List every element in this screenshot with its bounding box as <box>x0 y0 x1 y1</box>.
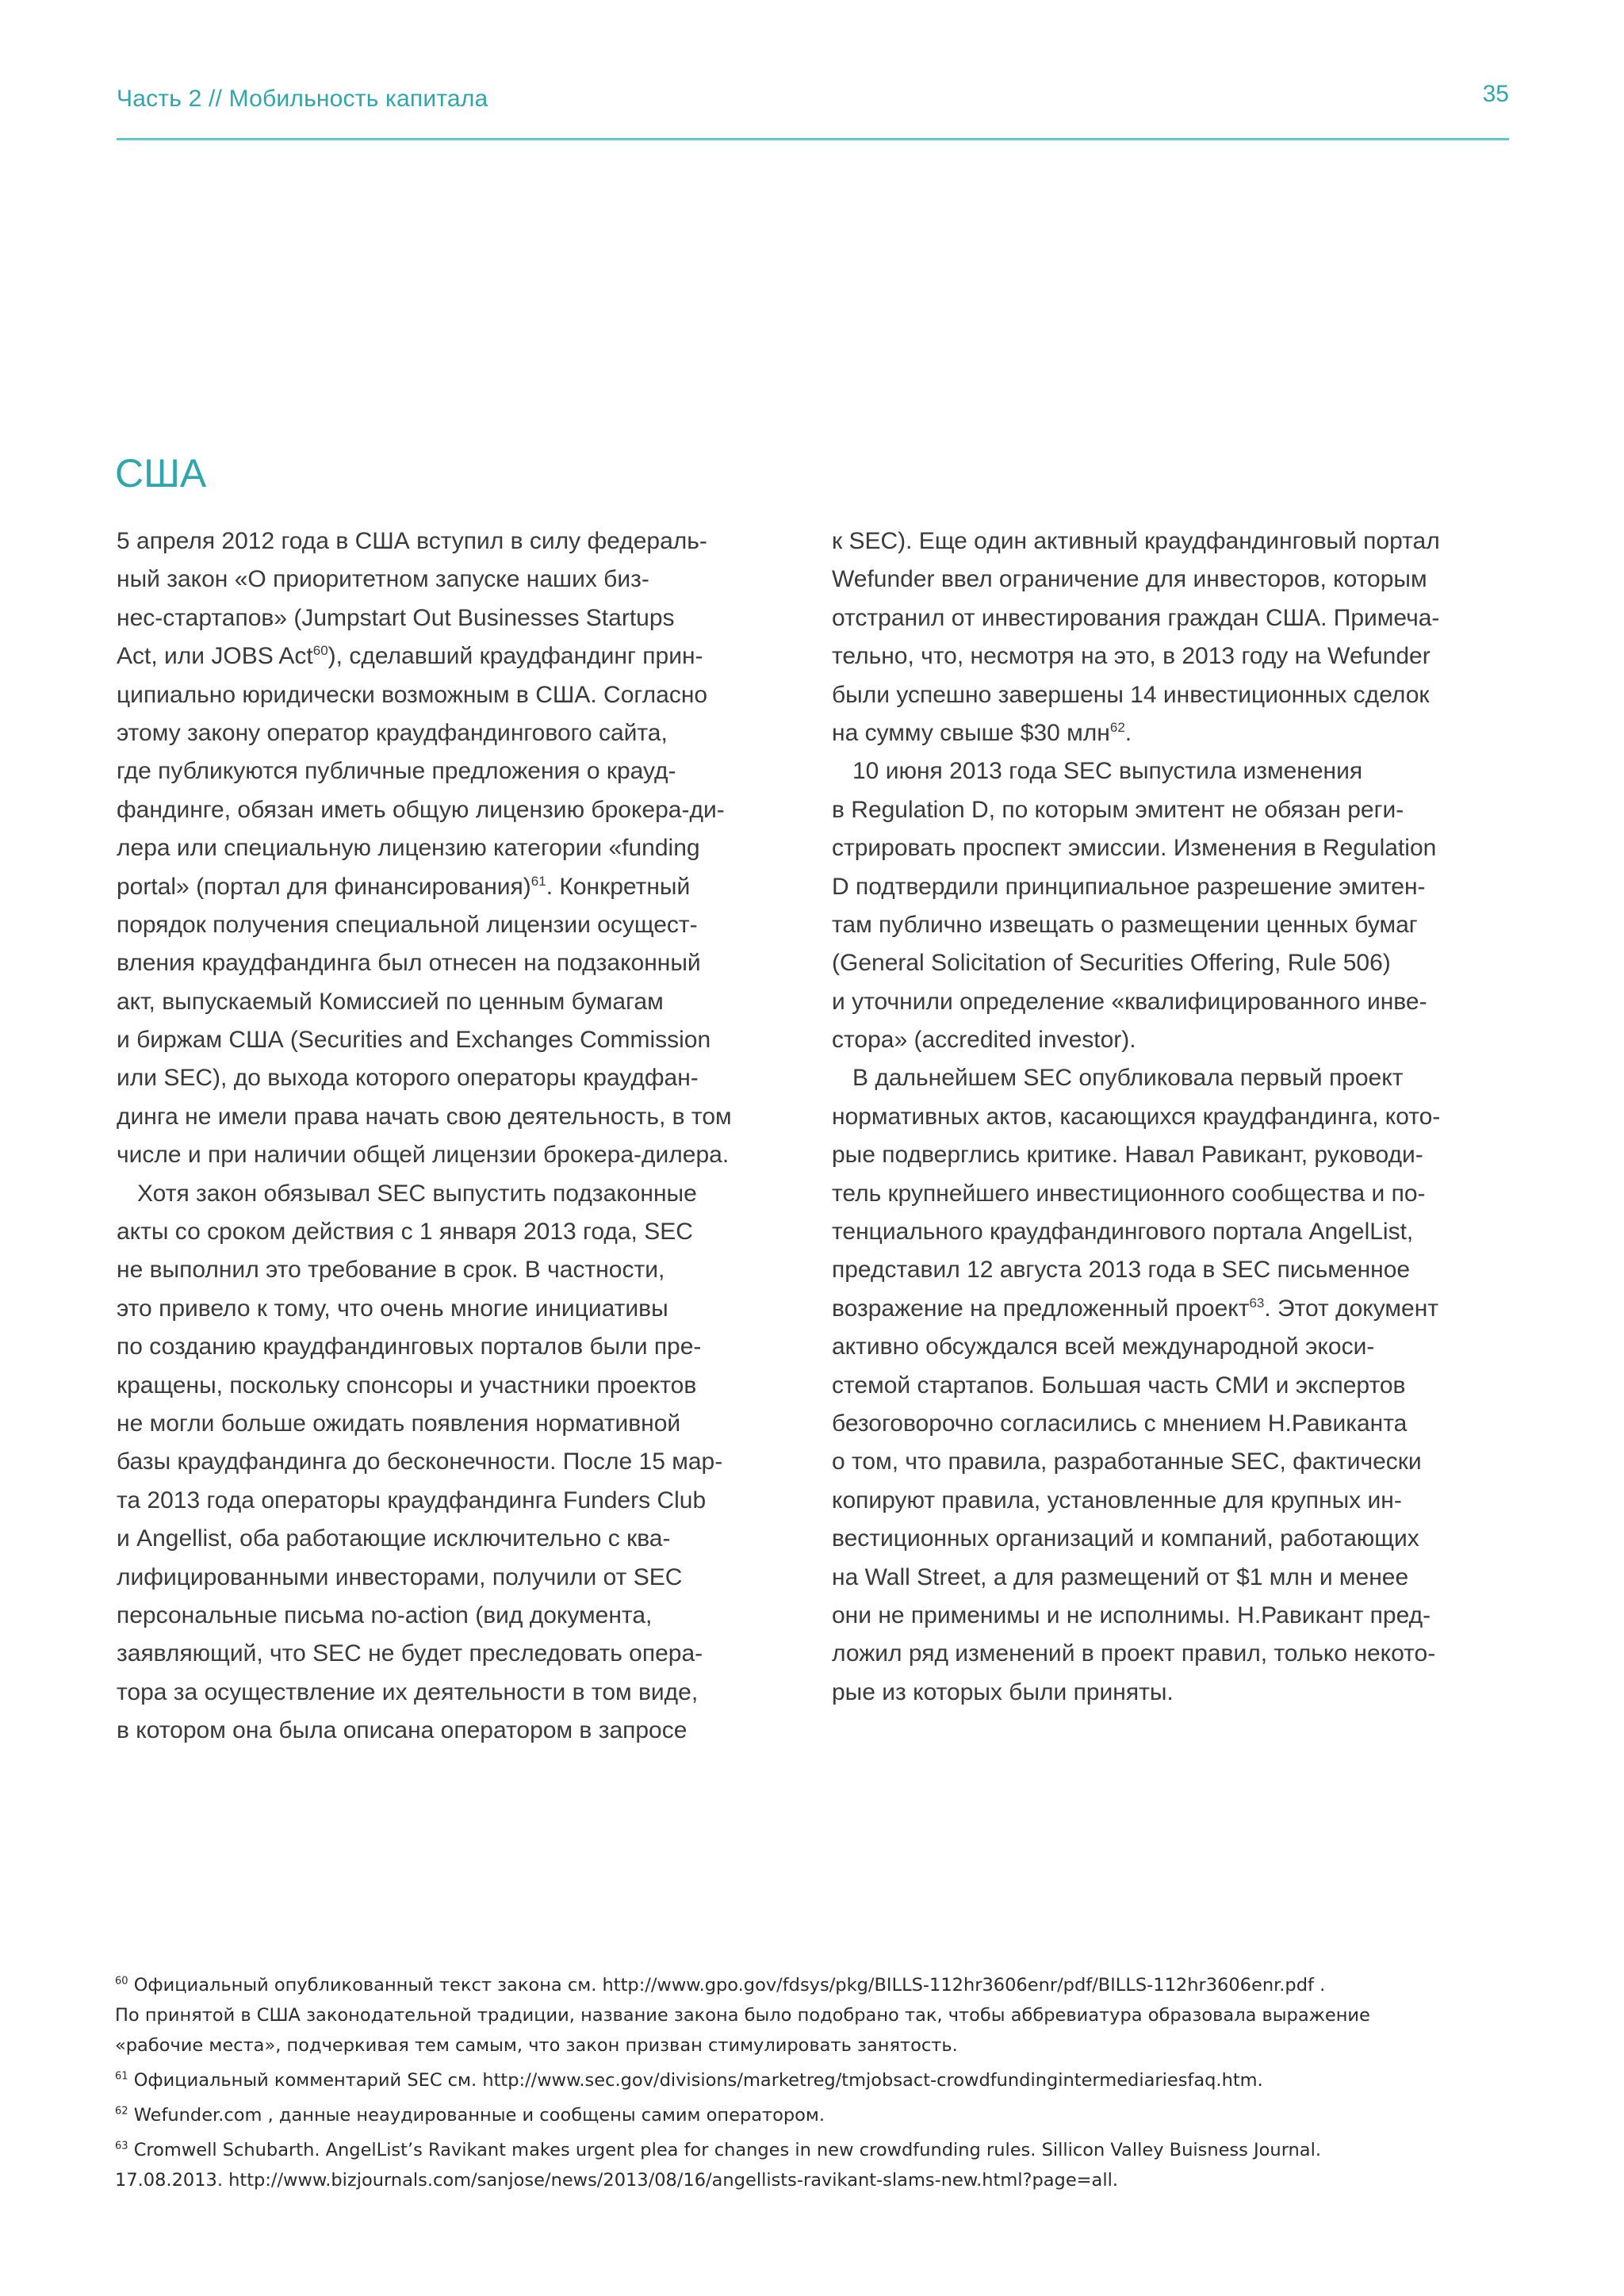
text-line <box>832 829 1512 867</box>
text-line <box>832 1290 1512 1328</box>
line-text: нормативных актов, касающихся краудфандинга, кото- <box>832 1103 1441 1130</box>
right-text-column <box>832 522 1512 1712</box>
text-line <box>117 599 799 637</box>
footnote-text: Официальный опубликованный текст закона см. http://www.gpo.gov/fdsys/pkg/BILLS-112hr3606enr/pdf/BILLS-112hr3606enr.pdf . <box>133 1975 1326 1996</box>
text-line <box>832 752 1512 790</box>
line-text: и уточнили определение «квалифицированного инве- <box>832 988 1427 1015</box>
line-text: тора за осуществление их деятельности в том виде, <box>117 1678 699 1705</box>
text-line <box>832 637 1512 675</box>
line-text: акты со сроком действия с 1 января 2013 года, SEC <box>117 1219 693 1246</box>
line-text: . Конкретный <box>546 873 691 900</box>
line-text: вестиционных организаций и компаний, работающих <box>832 1525 1419 1552</box>
footnote-text: Официальный комментарий SEC см. http://www.sec.gov/divisions/marketreg/tmjobsact-crowdfundingintermediariesfaq.htm. <box>133 2070 1263 2091</box>
line-text: базы краудфандинга до бесконечности. После 15 мар- <box>117 1448 723 1475</box>
footnote-62 <box>115 2100 1519 2130</box>
text-line <box>117 791 799 829</box>
line-text: на сумму свыше $30 млн <box>832 719 1110 746</box>
text-line <box>117 868 799 906</box>
left-text-column <box>117 522 799 1751</box>
footnote-ref[interactable]: 62 <box>1109 719 1125 735</box>
footnote-line <box>115 2030 1519 2061</box>
text-line <box>832 1251 1512 1289</box>
line-text: лифицированными инвесторами, получили от SEC <box>117 1563 683 1590</box>
line-text: персональные письма no-action (вид документа, <box>117 1601 653 1628</box>
line-text: там публично извещать о размещении ценных бумаг <box>832 911 1418 938</box>
line-text: . Этот документ <box>1264 1295 1439 1322</box>
footnote-number: 63 <box>115 2140 128 2152</box>
text-line <box>117 561 799 599</box>
text-line <box>832 1328 1512 1366</box>
text-line <box>832 1175 1512 1213</box>
line-text: ный закон «О приоритетном запуске наших биз- <box>117 566 649 593</box>
footnote-line <box>115 2135 1519 2165</box>
line-text: рые из которых были приняты. <box>832 1678 1174 1705</box>
line-text: ложил ряд изменений в проект правил, только некото- <box>832 1640 1436 1667</box>
line-text: тельно, что, несмотря на это, в 2013 году на Wefunder <box>832 643 1431 670</box>
line-text: этому закону оператор краудфандингового сайта, <box>117 719 668 746</box>
text-line <box>117 1559 799 1597</box>
text-line <box>832 1597 1512 1635</box>
line-text: безоговорочно согласились с мнением Н.Равиканта <box>832 1410 1408 1437</box>
line-text: ципиально юридически возможным в США. Согласно <box>117 681 708 708</box>
text-line <box>117 1674 799 1712</box>
line-text: были успешно завершены 14 инвестиционных сделок <box>832 681 1430 708</box>
line-text: порядок получения специальной лицензии осущест- <box>117 911 698 938</box>
line-text: они не применимы и не исполнимы. Н.Равикант пред- <box>832 1601 1431 1628</box>
text-line <box>832 1098 1512 1136</box>
line-text: не могли больше ожидать появления нормативной <box>117 1410 681 1437</box>
text-line <box>832 1136 1512 1174</box>
line-text: заявляющий, что SEC не будет преследовать опера- <box>117 1640 703 1667</box>
text-line <box>117 1021 799 1059</box>
line-text: в котором она была описана оператором в запросе <box>117 1717 688 1744</box>
line-text: стемой стартапов. Большая часть СМИ и экспертов <box>832 1372 1406 1399</box>
line-text: динга не имели права начать свою деятельность, в том <box>117 1103 732 1130</box>
text-line <box>117 1482 799 1520</box>
text-line <box>117 1213 799 1251</box>
line-text: к SEC). Еще один активный краудфандинговый портал <box>832 528 1440 554</box>
footnote-line <box>115 2100 1519 2130</box>
line-text: Хотя закон обязывал SEC выпустить подзаконные <box>137 1180 697 1207</box>
page-number: 35 <box>1482 81 1509 107</box>
text-line <box>832 1674 1512 1712</box>
text-line <box>832 1482 1512 1520</box>
footnote-number: 60 <box>115 1975 128 1988</box>
text-line <box>117 637 799 675</box>
text-line <box>117 1367 799 1405</box>
text-line <box>117 1635 799 1673</box>
text-line <box>832 868 1512 906</box>
text-line <box>117 676 799 714</box>
line-text: по созданию краудфандинговых порталов были пре- <box>117 1334 702 1360</box>
text-line <box>117 1712 799 1750</box>
text-line <box>832 1059 1512 1097</box>
line-text: portal» (портал для финансирования) <box>117 873 531 900</box>
footnote-number: 62 <box>115 2105 128 2118</box>
line-text: лера или специальную лицензию категории «funding <box>117 835 700 862</box>
line-text: стрировать проспект эмиссии. Изменения в Regulation <box>832 835 1437 862</box>
line-text: активно обсуждался всей международной экоси- <box>832 1334 1375 1360</box>
text-line <box>117 752 799 790</box>
text-line <box>117 1443 799 1481</box>
line-text: кращены, поскольку спонсоры и участники проектов <box>117 1372 697 1399</box>
page-header <box>117 78 1509 140</box>
line-text: в Regulation D, по которым эмитент не обязан реги- <box>832 796 1404 823</box>
text-line <box>832 791 1512 829</box>
line-text: рые подверглись критике. Навал Равикант, руководи- <box>832 1142 1423 1169</box>
footnote-text: Cromwell Schubarth. AngelList’s Ravikant makes urgent plea for changes in new crowdfunding rules. Sillicon Valley Buisness Journal. <box>133 2140 1321 2160</box>
section-heading: США <box>115 451 207 496</box>
footnote-text: По принятой в США законодательной традиции, название закона было подобрано так, чтобы аббревиатура образовала выражение <box>115 2005 1370 2026</box>
text-line <box>117 1136 799 1174</box>
footnote-number: 61 <box>115 2070 128 2083</box>
line-text: нес-стартапов» (Jumpstart Out Businesses Startups <box>117 604 675 631</box>
line-text: D подтвердили принципиальное разрешение эмитен- <box>832 873 1426 900</box>
line-text: . <box>1124 719 1132 746</box>
footnote-63 <box>115 2135 1519 2195</box>
line-text: числе и при наличии общей лицензии брокера-дилера. <box>117 1142 730 1169</box>
line-text: где публикуются публичные предложения о крауд- <box>117 758 676 785</box>
line-text: тенциального краудфандингового портала AngelList, <box>832 1219 1414 1246</box>
footnote-line <box>115 2165 1519 2195</box>
line-text: представил 12 августа 2013 года в SEC письменное <box>832 1257 1411 1284</box>
footnote-text: «рабочие места», подчеркивая тем самым, что закон призван стимулировать занятость. <box>115 2035 958 2056</box>
text-line <box>832 1443 1512 1481</box>
text-line <box>117 714 799 752</box>
line-text: 10 июня 2013 года SEC выпустила изменения <box>852 758 1363 785</box>
text-line <box>117 1328 799 1366</box>
line-text: стора» (accredited investor). <box>832 1027 1136 1054</box>
line-text: или SEC), до выхода которого операторы краудфан- <box>117 1065 699 1092</box>
footnote-ref[interactable]: 63 <box>1249 1295 1265 1311</box>
line-text: копируют правила, установленные для крупных ин- <box>832 1487 1402 1513</box>
footnote-text: Wefunder.com , данные неаудированные и сообщены самим оператором. <box>133 2105 825 2126</box>
text-line <box>117 1059 799 1097</box>
text-line <box>832 944 1512 982</box>
line-text: Wefunder ввел ограничение для инвесторов, которым <box>832 566 1427 593</box>
footnote-61 <box>115 2065 1519 2095</box>
line-text: на Wall Street, а для размещений от $1 млн и менее <box>832 1563 1409 1590</box>
text-line <box>832 906 1512 944</box>
line-text: о том, что правила, разработанные SEC, фактически <box>832 1448 1422 1475</box>
text-line <box>832 1635 1512 1673</box>
line-text: вления краудфандинга был отнесен на подзаконный <box>117 950 701 977</box>
text-line <box>832 599 1512 637</box>
line-text: 5 апреля 2012 года в США вступил в силу федераль- <box>117 528 707 554</box>
line-text: акт, выпускаемый Комиссией по ценным бумагам <box>117 988 664 1015</box>
footnote-line <box>115 1970 1519 2000</box>
text-line <box>117 944 799 982</box>
text-line <box>832 983 1512 1021</box>
line-text: не выполнил это требование в срок. В частности, <box>117 1257 665 1284</box>
line-text: и биржам США (Securities and Exchanges Commission <box>117 1027 711 1054</box>
section-label: Часть 2 // Мобильность капитала <box>117 86 488 112</box>
footnote-line <box>115 2065 1519 2095</box>
line-text: та 2013 года операторы краудфандинга Funders Club <box>117 1487 707 1513</box>
text-line <box>117 829 799 867</box>
text-line <box>117 522 799 561</box>
text-line <box>117 1597 799 1635</box>
line-text: отстранил от инвестирования граждан США. Примеча- <box>832 604 1440 631</box>
line-text: фандинге, обязан иметь общую лицензию брокера-ди- <box>117 796 725 823</box>
footnote-text: 17.08.2013. http://www.bizjournals.com/sanjose/news/2013/08/16/angellists-ravikant-slams-new.html?page=all. <box>115 2170 1118 2191</box>
footnote-ref[interactable]: 61 <box>530 873 546 889</box>
footnotes <box>115 1970 1519 2200</box>
text-line <box>117 1175 799 1213</box>
line-text: ), сделавший краудфандинг прин- <box>327 643 703 670</box>
line-text: тель крупнейшего инвестиционного сообщества и по- <box>832 1180 1426 1207</box>
line-text: это привело к тому, что очень многие инициативы <box>117 1295 668 1322</box>
line-text: Act, или JOBS Act <box>117 643 313 670</box>
text-line <box>117 1290 799 1328</box>
footnote-line <box>115 2000 1519 2030</box>
footnote-60 <box>115 1970 1519 2061</box>
text-line <box>832 676 1512 714</box>
text-line <box>117 1520 799 1558</box>
text-line <box>117 1251 799 1289</box>
text-line <box>832 714 1512 752</box>
text-line <box>832 522 1512 561</box>
text-line <box>117 983 799 1021</box>
text-line <box>832 1520 1512 1558</box>
text-line <box>117 1405 799 1443</box>
text-line <box>832 1367 1512 1405</box>
text-line <box>832 561 1512 599</box>
line-text: (General Solicitation of Securities Offering, Rule 506) <box>832 950 1391 977</box>
text-line <box>117 906 799 944</box>
line-text: В дальнейшем SEC опубликовала первый проект <box>852 1065 1404 1092</box>
line-text: и Angellist, оба работающие исключительно с ква- <box>117 1525 671 1552</box>
text-line <box>832 1559 1512 1597</box>
text-line <box>117 1098 799 1136</box>
footnote-ref[interactable]: 60 <box>312 643 328 659</box>
text-line <box>832 1405 1512 1443</box>
text-line <box>832 1213 1512 1251</box>
text-line <box>832 1021 1512 1059</box>
line-text: возражение на предложенный проект <box>832 1295 1250 1322</box>
